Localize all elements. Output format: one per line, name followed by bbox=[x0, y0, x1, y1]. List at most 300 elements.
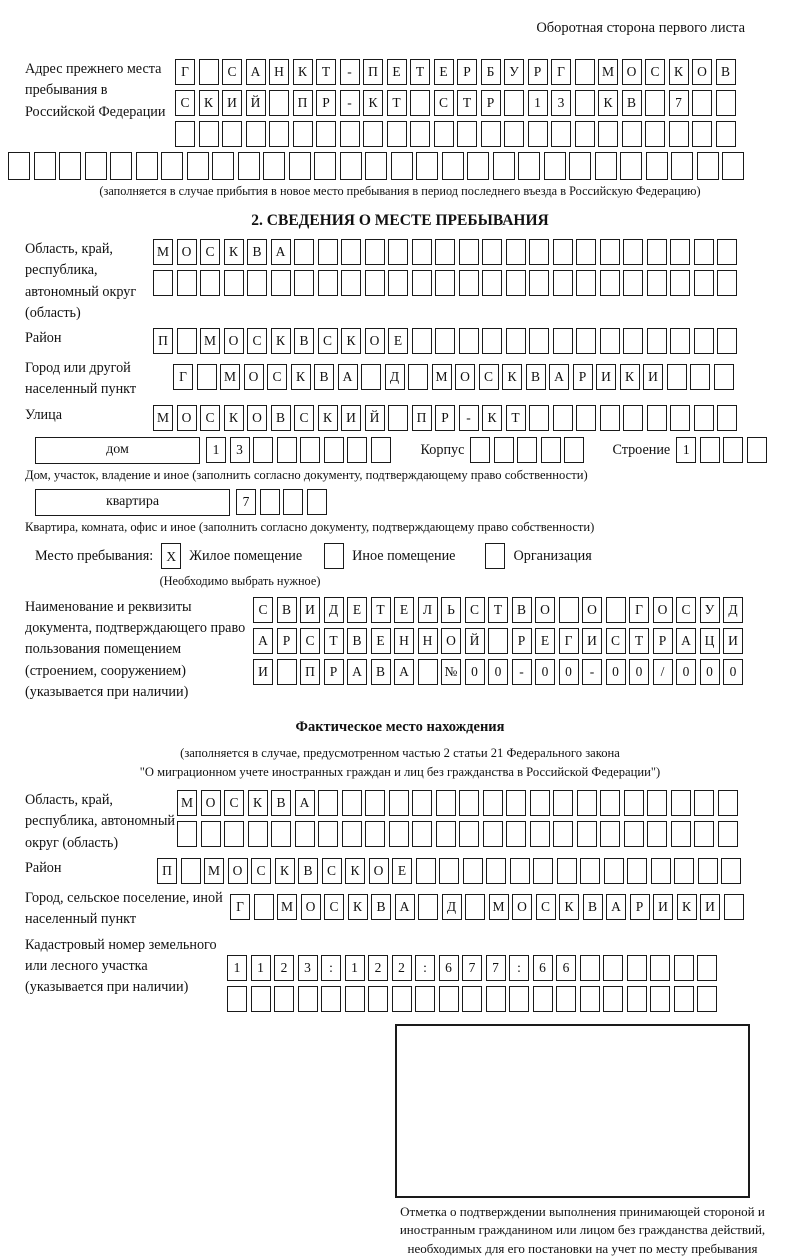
char-cell[interactable] bbox=[293, 121, 313, 147]
stay-option-checkbox-organization[interactable] bbox=[485, 543, 505, 569]
char-cell[interactable]: М bbox=[153, 239, 173, 265]
char-cell[interactable] bbox=[254, 894, 274, 920]
char-cell[interactable]: 7 bbox=[236, 489, 256, 515]
char-cell[interactable] bbox=[564, 437, 584, 463]
char-cell[interactable] bbox=[690, 364, 710, 390]
char-cell[interactable]: А bbox=[395, 894, 415, 920]
char-cell[interactable]: О bbox=[177, 239, 197, 265]
char-cell[interactable]: Т bbox=[488, 597, 508, 623]
char-cell[interactable]: Т bbox=[457, 90, 477, 116]
char-cell[interactable]: М bbox=[204, 858, 224, 884]
char-cell[interactable] bbox=[368, 986, 388, 1012]
char-cell[interactable] bbox=[576, 239, 596, 265]
char-cell[interactable]: Н bbox=[269, 59, 289, 85]
char-cell[interactable]: П bbox=[293, 90, 313, 116]
char-cell[interactable] bbox=[435, 239, 455, 265]
char-cell[interactable]: О bbox=[622, 59, 642, 85]
char-cell[interactable] bbox=[459, 239, 479, 265]
char-cell[interactable] bbox=[340, 121, 360, 147]
char-cell[interactable] bbox=[694, 790, 714, 816]
char-cell[interactable] bbox=[459, 270, 479, 296]
char-cell[interactable] bbox=[439, 858, 459, 884]
char-cell[interactable]: О bbox=[512, 894, 532, 920]
char-cell[interactable]: 2 bbox=[368, 955, 388, 981]
char-cell[interactable] bbox=[389, 790, 409, 816]
char-cell[interactable] bbox=[365, 790, 385, 816]
char-cell[interactable]: О bbox=[692, 59, 712, 85]
char-cell[interactable] bbox=[442, 152, 464, 180]
char-cell[interactable]: К bbox=[669, 59, 689, 85]
char-cell[interactable]: : bbox=[415, 955, 435, 981]
char-cell[interactable]: О bbox=[224, 328, 244, 354]
char-cell[interactable] bbox=[389, 821, 409, 847]
char-cell[interactable]: И bbox=[222, 90, 242, 116]
char-cell[interactable] bbox=[412, 328, 432, 354]
char-cell[interactable]: Е bbox=[371, 628, 391, 654]
char-cell[interactable]: В bbox=[371, 894, 391, 920]
char-cell[interactable] bbox=[606, 597, 626, 623]
char-cell[interactable]: М bbox=[489, 894, 509, 920]
char-cell[interactable] bbox=[416, 858, 436, 884]
char-cell[interactable]: 1 bbox=[227, 955, 247, 981]
char-cell[interactable] bbox=[387, 121, 407, 147]
char-cell[interactable] bbox=[627, 955, 647, 981]
char-cell[interactable] bbox=[670, 270, 690, 296]
char-cell[interactable] bbox=[8, 152, 30, 180]
char-cell[interactable] bbox=[694, 821, 714, 847]
char-cell[interactable] bbox=[318, 270, 338, 296]
char-cell[interactable] bbox=[544, 152, 566, 180]
char-cell[interactable] bbox=[212, 152, 234, 180]
char-cell[interactable]: 3 bbox=[230, 437, 250, 463]
char-cell[interactable]: Т bbox=[324, 628, 344, 654]
char-cell[interactable]: С bbox=[224, 790, 244, 816]
char-cell[interactable] bbox=[410, 90, 430, 116]
char-cell[interactable] bbox=[238, 152, 260, 180]
char-cell[interactable]: К bbox=[559, 894, 579, 920]
char-cell[interactable] bbox=[175, 121, 195, 147]
char-cell[interactable] bbox=[517, 437, 537, 463]
char-cell[interactable] bbox=[647, 405, 667, 431]
char-cell[interactable]: С bbox=[267, 364, 287, 390]
char-cell[interactable] bbox=[575, 90, 595, 116]
char-cell[interactable] bbox=[551, 121, 571, 147]
char-cell[interactable] bbox=[697, 955, 717, 981]
char-cell[interactable]: 1 bbox=[528, 90, 548, 116]
char-cell[interactable] bbox=[692, 121, 712, 147]
char-cell[interactable] bbox=[529, 405, 549, 431]
char-cell[interactable] bbox=[620, 152, 642, 180]
stay-option-checkbox-residential[interactable]: X bbox=[161, 543, 181, 569]
char-cell[interactable] bbox=[462, 986, 482, 1012]
char-cell[interactable] bbox=[674, 955, 694, 981]
char-cell[interactable] bbox=[467, 152, 489, 180]
char-cell[interactable] bbox=[504, 90, 524, 116]
char-cell[interactable] bbox=[650, 955, 670, 981]
char-cell[interactable]: И bbox=[596, 364, 616, 390]
char-cell[interactable] bbox=[486, 858, 506, 884]
char-cell[interactable]: 1 bbox=[345, 955, 365, 981]
char-cell[interactable]: А bbox=[253, 628, 273, 654]
char-cell[interactable] bbox=[671, 821, 691, 847]
char-cell[interactable]: В bbox=[371, 659, 391, 685]
char-cell[interactable]: В bbox=[526, 364, 546, 390]
char-cell[interactable]: 1 bbox=[251, 955, 271, 981]
char-cell[interactable]: С bbox=[318, 328, 338, 354]
char-cell[interactable] bbox=[435, 270, 455, 296]
char-cell[interactable]: В bbox=[314, 364, 334, 390]
char-cell[interactable] bbox=[717, 239, 737, 265]
char-cell[interactable]: А bbox=[271, 239, 291, 265]
char-cell[interactable]: В bbox=[622, 90, 642, 116]
char-cell[interactable] bbox=[647, 821, 667, 847]
char-cell[interactable] bbox=[576, 405, 596, 431]
char-cell[interactable]: К bbox=[318, 405, 338, 431]
char-cell[interactable] bbox=[556, 986, 576, 1012]
char-cell[interactable]: Р bbox=[528, 59, 548, 85]
char-cell[interactable]: В bbox=[277, 597, 297, 623]
char-cell[interactable] bbox=[177, 270, 197, 296]
char-cell[interactable] bbox=[482, 328, 502, 354]
char-cell[interactable]: Р bbox=[573, 364, 593, 390]
char-cell[interactable]: 3 bbox=[551, 90, 571, 116]
char-cell[interactable] bbox=[671, 790, 691, 816]
char-cell[interactable] bbox=[623, 270, 643, 296]
char-cell[interactable]: Б bbox=[481, 59, 501, 85]
char-cell[interactable]: Д bbox=[442, 894, 462, 920]
char-cell[interactable] bbox=[388, 405, 408, 431]
char-cell[interactable]: В bbox=[716, 59, 736, 85]
char-cell[interactable] bbox=[483, 821, 503, 847]
char-cell[interactable] bbox=[528, 121, 548, 147]
char-cell[interactable] bbox=[294, 239, 314, 265]
char-cell[interactable] bbox=[300, 437, 320, 463]
char-cell[interactable]: Й bbox=[465, 628, 485, 654]
char-cell[interactable] bbox=[576, 270, 596, 296]
char-cell[interactable]: О bbox=[201, 790, 221, 816]
char-cell[interactable]: Т bbox=[506, 405, 526, 431]
char-cell[interactable] bbox=[277, 437, 297, 463]
char-cell[interactable] bbox=[722, 152, 744, 180]
char-cell[interactable] bbox=[263, 152, 285, 180]
char-cell[interactable] bbox=[283, 489, 303, 515]
stay-option-checkbox-other[interactable] bbox=[324, 543, 344, 569]
char-cell[interactable]: Т bbox=[629, 628, 649, 654]
char-cell[interactable] bbox=[603, 955, 623, 981]
char-cell[interactable] bbox=[110, 152, 132, 180]
char-cell[interactable]: С bbox=[434, 90, 454, 116]
char-cell[interactable]: К bbox=[345, 858, 365, 884]
char-cell[interactable] bbox=[34, 152, 56, 180]
char-cell[interactable]: Т bbox=[316, 59, 336, 85]
char-cell[interactable]: П bbox=[157, 858, 177, 884]
char-cell[interactable]: - bbox=[512, 659, 532, 685]
char-cell[interactable]: С bbox=[324, 894, 344, 920]
char-cell[interactable]: Т bbox=[387, 90, 407, 116]
char-cell[interactable]: Р bbox=[512, 628, 532, 654]
char-cell[interactable]: С bbox=[479, 364, 499, 390]
char-cell[interactable] bbox=[391, 152, 413, 180]
char-cell[interactable]: К bbox=[199, 90, 219, 116]
char-cell[interactable]: 3 bbox=[298, 955, 318, 981]
char-cell[interactable] bbox=[724, 894, 744, 920]
char-cell[interactable] bbox=[318, 790, 338, 816]
char-cell[interactable] bbox=[557, 858, 577, 884]
char-cell[interactable]: В bbox=[271, 790, 291, 816]
char-cell[interactable]: К bbox=[271, 328, 291, 354]
char-cell[interactable] bbox=[694, 239, 714, 265]
char-cell[interactable]: Е bbox=[388, 328, 408, 354]
char-cell[interactable] bbox=[603, 986, 623, 1012]
char-cell[interactable] bbox=[600, 239, 620, 265]
char-cell[interactable] bbox=[533, 986, 553, 1012]
char-cell[interactable]: О bbox=[535, 597, 555, 623]
char-cell[interactable] bbox=[669, 121, 689, 147]
char-cell[interactable] bbox=[410, 121, 430, 147]
char-cell[interactable]: М bbox=[277, 894, 297, 920]
char-cell[interactable] bbox=[529, 270, 549, 296]
char-cell[interactable]: Р bbox=[653, 628, 673, 654]
char-cell[interactable]: А bbox=[246, 59, 266, 85]
char-cell[interactable] bbox=[697, 152, 719, 180]
char-cell[interactable] bbox=[647, 790, 667, 816]
char-cell[interactable] bbox=[580, 986, 600, 1012]
char-cell[interactable] bbox=[416, 152, 438, 180]
char-cell[interactable] bbox=[694, 328, 714, 354]
char-cell[interactable] bbox=[577, 821, 597, 847]
char-cell[interactable]: У bbox=[700, 597, 720, 623]
char-cell[interactable] bbox=[340, 152, 362, 180]
char-cell[interactable]: С bbox=[465, 597, 485, 623]
char-cell[interactable]: М bbox=[598, 59, 618, 85]
char-cell[interactable] bbox=[199, 59, 219, 85]
char-cell[interactable]: О bbox=[244, 364, 264, 390]
char-cell[interactable]: Р bbox=[435, 405, 455, 431]
char-cell[interactable] bbox=[307, 489, 327, 515]
char-cell[interactable] bbox=[388, 239, 408, 265]
char-cell[interactable] bbox=[747, 437, 767, 463]
char-cell[interactable]: 0 bbox=[606, 659, 626, 685]
char-cell[interactable] bbox=[506, 270, 526, 296]
char-cell[interactable]: 0 bbox=[535, 659, 555, 685]
char-cell[interactable] bbox=[553, 405, 573, 431]
char-cell[interactable] bbox=[412, 821, 432, 847]
char-cell[interactable]: 6 bbox=[556, 955, 576, 981]
char-cell[interactable]: К bbox=[620, 364, 640, 390]
char-cell[interactable] bbox=[717, 328, 737, 354]
char-cell[interactable] bbox=[294, 270, 314, 296]
char-cell[interactable]: М bbox=[220, 364, 240, 390]
char-cell[interactable]: И bbox=[582, 628, 602, 654]
char-cell[interactable] bbox=[530, 821, 550, 847]
char-cell[interactable] bbox=[295, 821, 315, 847]
char-cell[interactable]: Г bbox=[230, 894, 250, 920]
char-cell[interactable] bbox=[392, 986, 412, 1012]
char-cell[interactable]: Д bbox=[723, 597, 743, 623]
char-cell[interactable] bbox=[533, 858, 553, 884]
char-cell[interactable] bbox=[651, 858, 671, 884]
char-cell[interactable]: Т bbox=[371, 597, 391, 623]
char-cell[interactable]: К bbox=[677, 894, 697, 920]
char-cell[interactable] bbox=[459, 790, 479, 816]
char-cell[interactable] bbox=[575, 121, 595, 147]
char-cell[interactable]: 0 bbox=[723, 659, 743, 685]
char-cell[interactable]: К bbox=[348, 894, 368, 920]
char-cell[interactable] bbox=[324, 437, 344, 463]
char-cell[interactable]: Р bbox=[457, 59, 477, 85]
char-cell[interactable] bbox=[506, 328, 526, 354]
char-cell[interactable]: К bbox=[224, 239, 244, 265]
char-cell[interactable] bbox=[627, 858, 647, 884]
char-cell[interactable] bbox=[529, 328, 549, 354]
char-cell[interactable] bbox=[623, 239, 643, 265]
char-cell[interactable]: А bbox=[347, 659, 367, 685]
char-cell[interactable] bbox=[645, 90, 665, 116]
char-cell[interactable]: С bbox=[294, 405, 314, 431]
char-cell[interactable] bbox=[361, 364, 381, 390]
char-cell[interactable] bbox=[600, 790, 620, 816]
char-cell[interactable] bbox=[412, 790, 432, 816]
char-cell[interactable]: Е bbox=[347, 597, 367, 623]
char-cell[interactable] bbox=[271, 821, 291, 847]
char-cell[interactable]: Ь bbox=[441, 597, 461, 623]
char-cell[interactable] bbox=[559, 597, 579, 623]
char-cell[interactable]: Л bbox=[418, 597, 438, 623]
char-cell[interactable] bbox=[177, 328, 197, 354]
char-cell[interactable]: М bbox=[432, 364, 452, 390]
char-cell[interactable] bbox=[227, 986, 247, 1012]
char-cell[interactable]: 0 bbox=[676, 659, 696, 685]
char-cell[interactable] bbox=[181, 858, 201, 884]
char-cell[interactable]: 1 bbox=[206, 437, 226, 463]
char-cell[interactable] bbox=[482, 239, 502, 265]
char-cell[interactable] bbox=[622, 121, 642, 147]
char-cell[interactable]: А bbox=[606, 894, 626, 920]
char-cell[interactable] bbox=[504, 121, 524, 147]
char-cell[interactable] bbox=[575, 59, 595, 85]
char-cell[interactable] bbox=[187, 152, 209, 180]
char-cell[interactable] bbox=[576, 328, 596, 354]
char-cell[interactable] bbox=[718, 790, 738, 816]
char-cell[interactable]: К bbox=[291, 364, 311, 390]
char-cell[interactable]: М bbox=[177, 790, 197, 816]
char-cell[interactable] bbox=[248, 821, 268, 847]
char-cell[interactable] bbox=[457, 121, 477, 147]
char-cell[interactable] bbox=[260, 489, 280, 515]
char-cell[interactable]: В bbox=[271, 405, 291, 431]
char-cell[interactable] bbox=[161, 152, 183, 180]
char-cell[interactable] bbox=[459, 821, 479, 847]
char-cell[interactable] bbox=[674, 858, 694, 884]
char-cell[interactable]: О bbox=[247, 405, 267, 431]
char-cell[interactable]: О bbox=[369, 858, 389, 884]
char-cell[interactable]: И bbox=[300, 597, 320, 623]
char-cell[interactable]: О bbox=[177, 405, 197, 431]
char-cell[interactable]: - bbox=[459, 405, 479, 431]
char-cell[interactable] bbox=[271, 270, 291, 296]
char-cell[interactable]: С bbox=[175, 90, 195, 116]
char-cell[interactable] bbox=[494, 437, 514, 463]
char-cell[interactable] bbox=[671, 152, 693, 180]
char-cell[interactable] bbox=[598, 121, 618, 147]
char-cell[interactable] bbox=[365, 270, 385, 296]
char-cell[interactable] bbox=[723, 437, 743, 463]
char-cell[interactable] bbox=[697, 986, 717, 1012]
char-cell[interactable]: У bbox=[504, 59, 524, 85]
char-cell[interactable]: В bbox=[347, 628, 367, 654]
char-cell[interactable]: А bbox=[394, 659, 414, 685]
char-cell[interactable]: : bbox=[509, 955, 529, 981]
char-cell[interactable]: Й bbox=[365, 405, 385, 431]
char-cell[interactable] bbox=[506, 790, 526, 816]
char-cell[interactable]: А bbox=[338, 364, 358, 390]
char-cell[interactable] bbox=[486, 986, 506, 1012]
char-cell[interactable] bbox=[553, 821, 573, 847]
char-cell[interactable] bbox=[277, 659, 297, 685]
char-cell[interactable]: 0 bbox=[700, 659, 720, 685]
char-cell[interactable] bbox=[718, 821, 738, 847]
char-cell[interactable]: С bbox=[222, 59, 242, 85]
char-cell[interactable]: Е bbox=[394, 597, 414, 623]
char-cell[interactable]: С bbox=[536, 894, 556, 920]
char-cell[interactable]: Д bbox=[324, 597, 344, 623]
char-cell[interactable] bbox=[650, 986, 670, 1012]
char-cell[interactable] bbox=[341, 270, 361, 296]
char-cell[interactable] bbox=[342, 790, 362, 816]
char-cell[interactable]: Р bbox=[277, 628, 297, 654]
char-cell[interactable] bbox=[488, 628, 508, 654]
char-cell[interactable]: И bbox=[253, 659, 273, 685]
char-cell[interactable]: К bbox=[248, 790, 268, 816]
char-cell[interactable]: С bbox=[676, 597, 696, 623]
char-cell[interactable] bbox=[289, 152, 311, 180]
char-cell[interactable]: С bbox=[251, 858, 271, 884]
char-cell[interactable]: 2 bbox=[392, 955, 412, 981]
char-cell[interactable] bbox=[694, 270, 714, 296]
char-cell[interactable]: А bbox=[676, 628, 696, 654]
char-cell[interactable] bbox=[595, 152, 617, 180]
char-cell[interactable] bbox=[224, 821, 244, 847]
char-cell[interactable] bbox=[314, 152, 336, 180]
char-cell[interactable]: 7 bbox=[486, 955, 506, 981]
char-cell[interactable] bbox=[463, 858, 483, 884]
char-cell[interactable] bbox=[269, 90, 289, 116]
char-cell[interactable] bbox=[200, 270, 220, 296]
char-cell[interactable] bbox=[153, 270, 173, 296]
char-cell[interactable] bbox=[199, 121, 219, 147]
char-cell[interactable] bbox=[436, 790, 456, 816]
char-cell[interactable]: : bbox=[321, 955, 341, 981]
char-cell[interactable] bbox=[439, 986, 459, 1012]
char-cell[interactable]: 6 bbox=[533, 955, 553, 981]
char-cell[interactable]: С bbox=[606, 628, 626, 654]
char-cell[interactable] bbox=[482, 270, 502, 296]
char-cell[interactable] bbox=[318, 239, 338, 265]
char-cell[interactable] bbox=[624, 790, 644, 816]
char-cell[interactable]: Р bbox=[630, 894, 650, 920]
char-cell[interactable] bbox=[553, 790, 573, 816]
char-cell[interactable]: Ц bbox=[700, 628, 720, 654]
char-cell[interactable] bbox=[647, 328, 667, 354]
char-cell[interactable]: И bbox=[643, 364, 663, 390]
char-cell[interactable] bbox=[246, 121, 266, 147]
char-cell[interactable]: С bbox=[300, 628, 320, 654]
char-cell[interactable] bbox=[408, 364, 428, 390]
char-cell[interactable]: К bbox=[502, 364, 522, 390]
char-cell[interactable]: Е bbox=[535, 628, 555, 654]
char-cell[interactable]: 0 bbox=[629, 659, 649, 685]
char-cell[interactable] bbox=[647, 239, 667, 265]
